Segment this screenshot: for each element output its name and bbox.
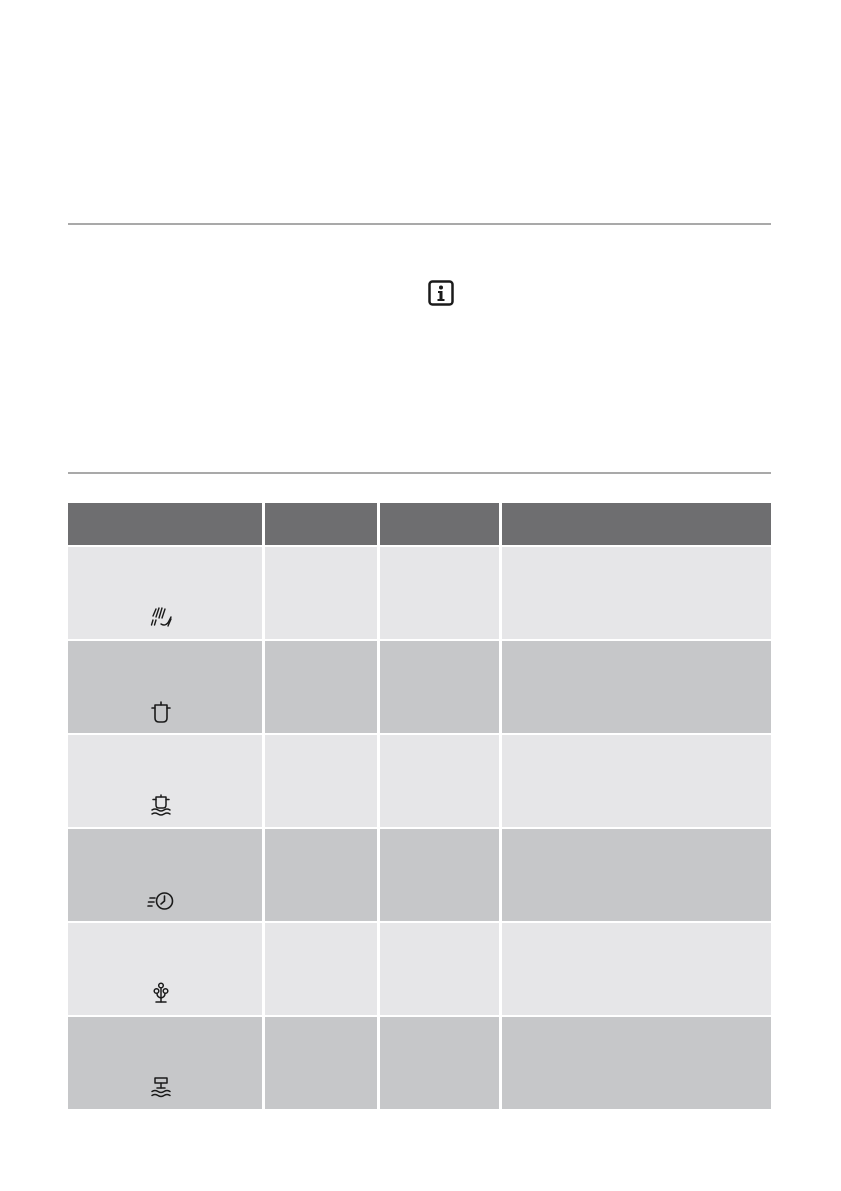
program-cell [68,734,263,828]
table-cell [263,734,378,828]
glass-in-water-icon [147,1075,175,1101]
table-cell [378,640,500,734]
table-row [68,828,771,922]
table-header-cell [263,503,378,546]
table-cell [500,922,771,1016]
program-cell [68,1016,263,1109]
table-cell [500,734,771,828]
table-header-row [68,503,771,546]
table-row [68,640,771,734]
program-table [68,503,771,1109]
program-cell [68,546,263,640]
table-cell [263,922,378,1016]
table-cell [500,1016,771,1109]
table-header-cell [500,503,771,546]
table-header-cell [378,503,500,546]
top-divider [68,223,771,225]
table-row [68,922,771,1016]
table-row [68,546,771,640]
table-cell [500,640,771,734]
table-cell [500,828,771,922]
table-cell [263,640,378,734]
table-cell [263,828,378,922]
table-cell [378,1016,500,1109]
table-cell [263,1016,378,1109]
pot-in-water-icon [147,793,175,819]
program-cell [68,922,263,1016]
table-cell [500,546,771,640]
eco-tree-icon [147,981,175,1007]
table-cell [378,734,500,828]
pot-icon [147,699,175,725]
program-cell [68,828,263,922]
table-cell [263,546,378,640]
table-cell [378,546,500,640]
table-header-cell [68,503,263,546]
quick-clock-icon [147,887,175,913]
table-cell [378,922,500,1016]
info-icon [428,280,454,306]
table-cell [378,828,500,922]
program-cell [68,640,263,734]
table-row [68,734,771,828]
spray-wash-icon [147,605,175,631]
table-row [68,1016,771,1109]
section-divider [68,472,771,474]
